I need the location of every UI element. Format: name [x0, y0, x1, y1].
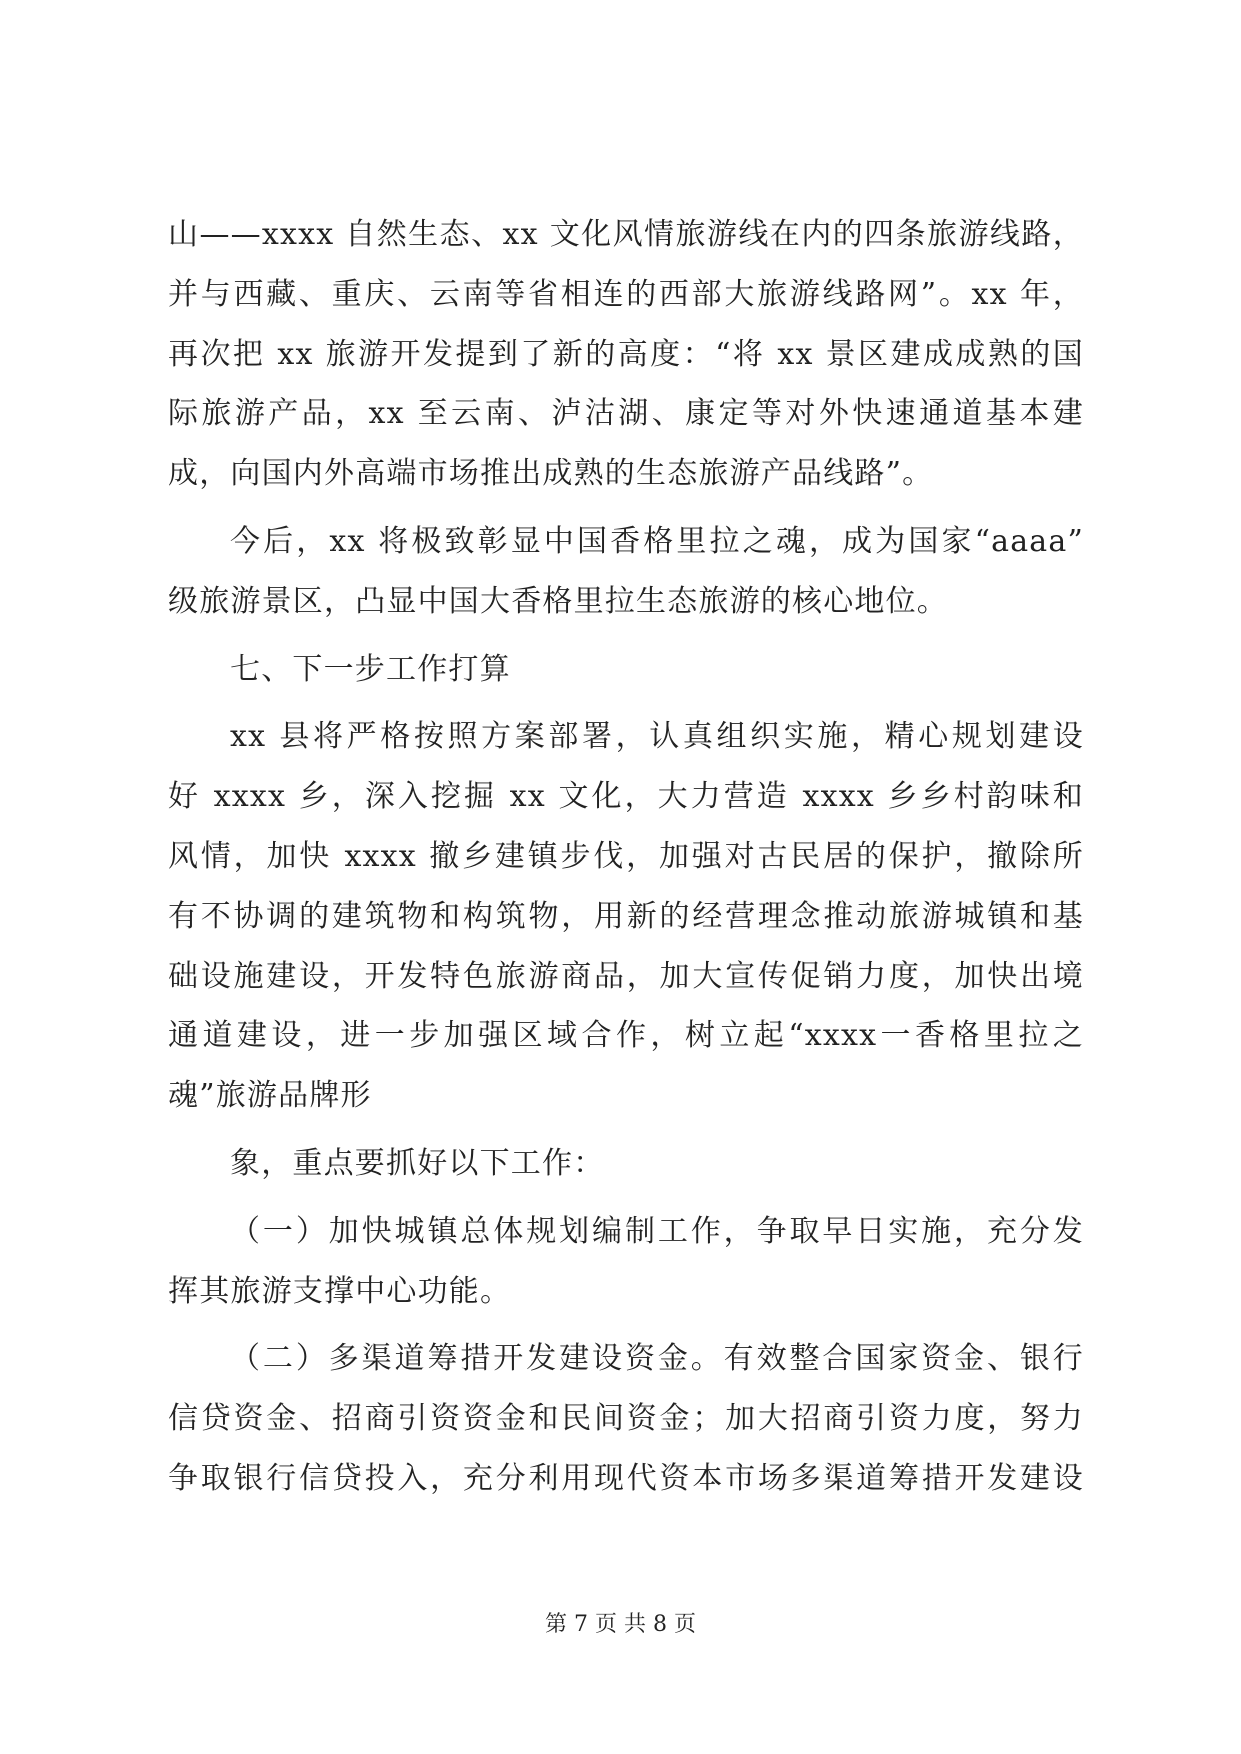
- list-item: （二）多渠道筹措开发建设资金。有效整合国家资金、银行: [230, 1341, 1084, 1377]
- text-line: 级旅游景区，凸显中国大香格里拉生态旅游的核心地位。: [168, 583, 948, 619]
- text-line: 挥其旅游支撑中心功能。: [168, 1273, 512, 1309]
- text-line: 好 xxxx 乡，深入挖掘 xx 文化，大力营造 xxxx 乡乡村韵味和: [168, 779, 1084, 815]
- text-line: 信贷资金、招商引资资金和民间资金；加大招商引资力度，努力: [168, 1401, 1084, 1437]
- text-line: 础设施建设，开发特色旅游商品，加大宣传促销力度，加快出境: [168, 958, 1084, 994]
- text-line: 今后，xx 将极致彰显中国香格里拉之魂，成为国家“aaaa”: [230, 523, 1084, 559]
- text-line: 通道建设，进一步加强区域合作，树立起“xxxx一香格里拉之: [168, 1018, 1084, 1054]
- section-heading: 七、下一步工作打算: [230, 651, 511, 687]
- text-line: 魂”旅游品牌形: [168, 1078, 372, 1114]
- text-line: 风情，加快 xxxx 撤乡建镇步伐，加强对古民居的保护，撤除所: [168, 838, 1084, 874]
- document-body: [168, 205, 1084, 1509]
- text-line: 争取银行信贷投入，充分利用现代资本市场多渠道筹措开发建设: [168, 1460, 1084, 1496]
- list-item: （一）加快城镇总体规划编制工作，争取早日实施，充分发: [230, 1213, 1084, 1249]
- text-line: xx 县将严格按照方案部署，认真组织实施，精心规划建设: [230, 719, 1084, 755]
- text-line: 山——xxxx 自然生态、xx 文化风情旅游线在内的四条旅游线路，: [168, 217, 1084, 252]
- page-number: 第 7 页 共 8 页: [545, 1612, 696, 1637]
- text-line: 象，重点要抓好以下工作：: [230, 1145, 605, 1181]
- text-line: 并与西藏、重庆、云南等省相连的西部大旅游线路网”。xx 年，: [168, 276, 1084, 312]
- text-line: 有不协调的建筑物和构筑物，用新的经营理念推动旅游城镇和基: [168, 898, 1084, 934]
- text-line: 再次把 xx 旅游开发提到了新的高度：“将 xx 景区建成成熟的国: [168, 336, 1084, 372]
- text-line: 际旅游产品，xx 至云南、泸沽湖、康定等对外快速通道基本建: [168, 396, 1084, 432]
- text-line: 成，向国内外高端市场推出成熟的生态旅游产品线路”。: [168, 456, 934, 492]
